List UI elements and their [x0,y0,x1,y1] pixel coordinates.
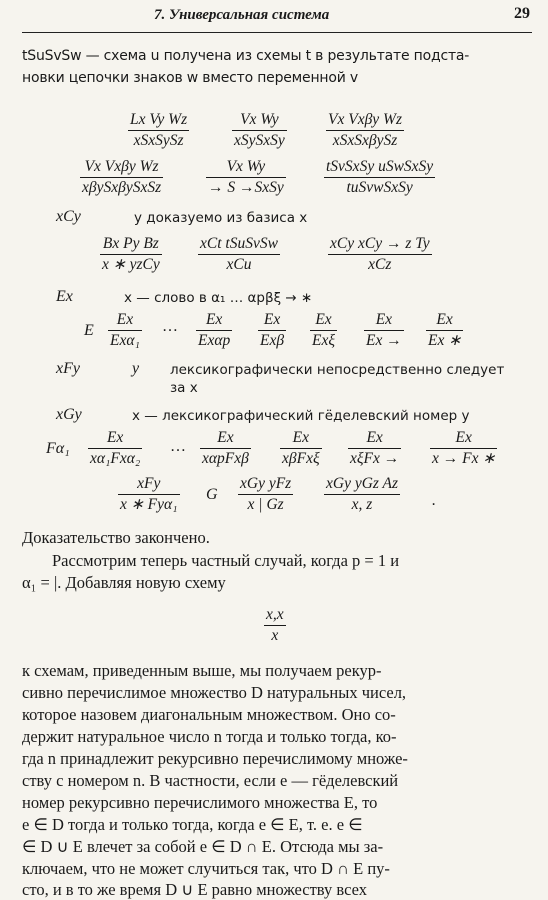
chapter-title: 7. Универсальная система [154,7,330,23]
running-header [22,0,532,33]
schema-fraction: Vx Vxβy Wz xSxSxβySz [328,111,402,149]
schema-fraction: $\frac{Ex}{Ex \to}$ [366,311,402,349]
paragraph-2-line-3: которое назовем диагональным множеством. Оно со- [22,705,396,724]
paragraph-2-line-2: сивно перечислимое множество D натуральных чисел, [22,683,407,702]
ex-definition: x — слово в α₁ … αpβξ → ∗ [124,290,313,306]
schema-fraction: Ex Exαp [198,311,231,349]
paragraph-2-line-4: держит натуральное число n тогда и только тогда, ко- [22,727,397,746]
diagonal-schema-fraction: $\frac{x,x}{x}$ [266,606,284,644]
xfy-label: xFy [56,360,80,377]
xfy-variable: y [132,360,140,377]
g-schema-label: G [206,486,218,503]
schema-fraction: tSvSxSy uSwSxSy tuSvwSxSy [326,158,434,196]
paragraph-2-line-1: к схемам, приведенным выше, мы получаем рекур- [22,661,382,680]
xgy-definition: x — лексикографический гёделевский номер y [132,408,470,424]
xcy-label: xCy [56,208,81,225]
schema-fraction: Ex xα₁Fxα₂ [90,429,141,467]
proof-end: Доказательство закончено. [22,528,210,547]
paragraph-2-line-9: ∈ D ∪ E влечет за собой e ∈ D ∩ E. Отсюда мы за- [22,837,384,856]
schema-fraction: Ex Exα₁ [110,311,140,349]
schema-fraction: xCy xCy → z Ty xCz [330,235,430,273]
schema-fraction: Vx Wy → S →SxSy [208,158,284,196]
intro-line-2: новки цепочки знаков w вместо переменной v [22,70,358,86]
ellipsis: … [162,318,178,335]
schema-fraction: Vx Vxβy Wz xβySxβySxSz [82,158,162,196]
xgy-label: xGy [56,406,82,423]
schema-fraction: Ex xαpFxβ [202,429,249,467]
ellipsis: … [170,438,186,455]
schema-fraction: xGy yFz x | Gz [240,475,292,513]
schema-fraction: Vx Wy xSySxSy [234,111,285,149]
schema-fraction: Bx Py Bz x ∗ yzCy [102,235,160,273]
end-dot: . [432,492,436,509]
schema-fraction: xGy yGz Az x, z [326,475,399,513]
paragraph-2-line-8: e ∈ D тогда и только тогда, когда e ∈ E, т. е. e ∈ [22,815,363,834]
schema-fraction: Lx Vy Wz xSxSySz [130,111,188,149]
xfy-definition-line-1: лексикографически непосредственно следует [170,362,505,378]
paragraph-2-line-7: номер рекурсивно перечислимого множества E, то [22,793,378,812]
f-alpha-schema-label: Fα₁ [46,440,70,457]
schema-fraction: Ex Exβ [260,311,285,349]
intro-line-1: tSuSvSw — схема u получена из схемы t в результате подста- [22,48,470,64]
paragraph-1-line-1: Рассмотрим теперь частный случай, когда p = 1 и [52,551,400,570]
e-schema-label: E [84,322,94,339]
schema-fraction: Ex xξFx → [350,429,400,467]
schema-fraction: xCt tSuSvSw xCu [200,235,278,273]
paragraph-2-line-11: сто, и в то же время D ∪ E равно множеству всех [22,880,367,899]
schema-fraction: xFy x ∗ Fyα₁ [120,475,178,513]
schema-fraction: Ex Exξ [312,311,335,349]
paragraph-2-line-6: ству с номером n. В частности, если e — гёделевский [22,771,399,790]
ex-label: Ex [56,288,73,305]
paragraph-1-line-2: α₁ = |. Добавляя новую схему [22,573,226,592]
page-number: 29 [514,5,530,22]
schema-fraction: $\frac{Ex}{Ex ∗}$ [428,311,462,349]
xcy-definition: y доказуемо из базиса x [134,210,308,226]
paragraph-2-line-5: гда n принадлежит рекурсивно перечислимому множе- [22,749,408,768]
xfy-definition-line-2: за x [170,380,198,396]
schema-fraction: $\frac{Ex}{x \to Fx ∗}$ [432,429,496,467]
paragraph-2-line-10: ключаем, что не может случиться так, что D ∩ E пу- [22,859,390,878]
schema-fraction: Ex xβFxξ [282,429,320,467]
